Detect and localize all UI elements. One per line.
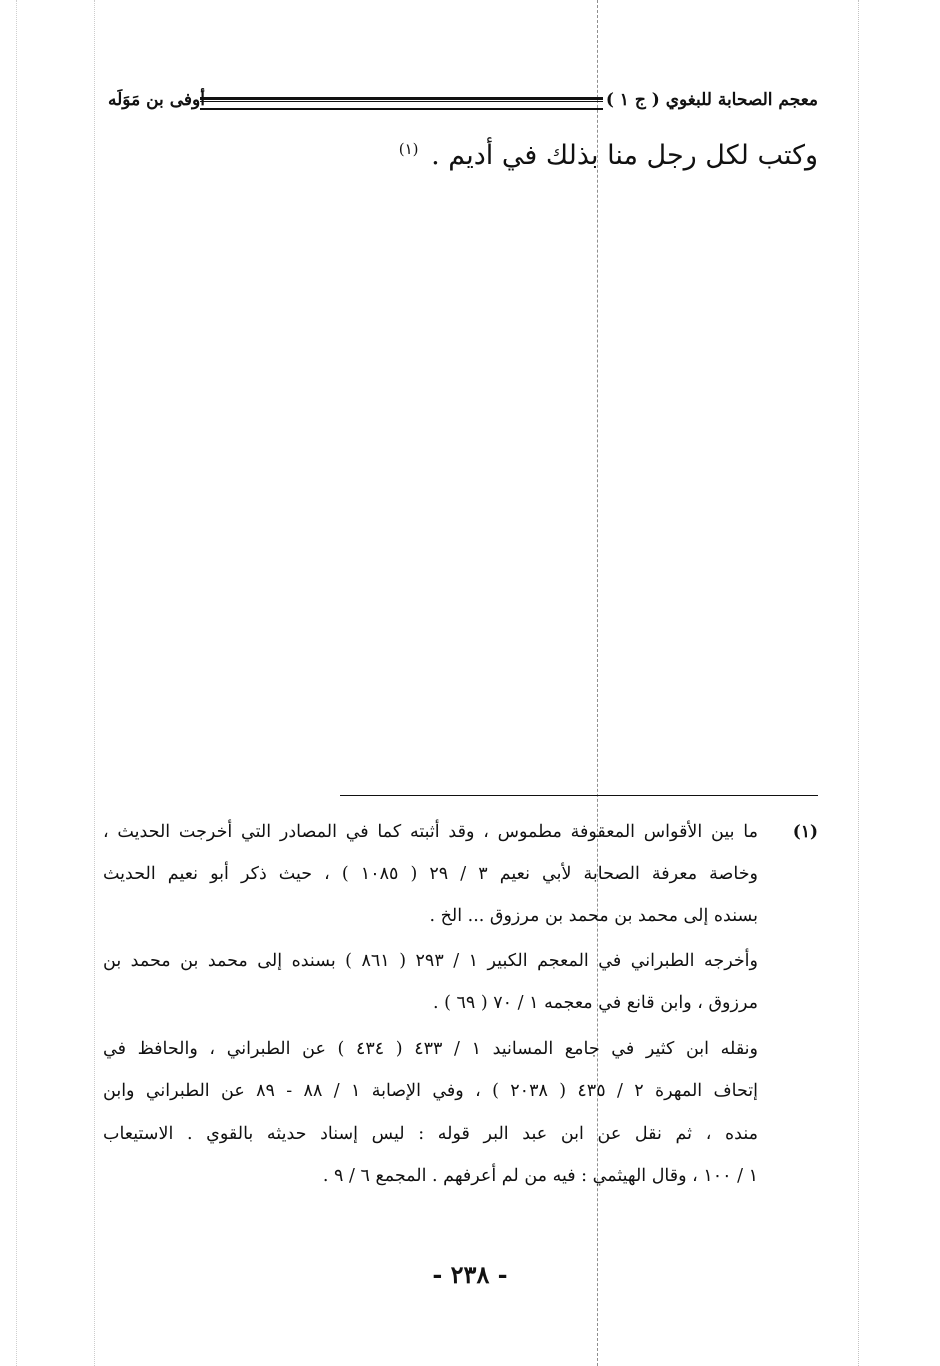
footnote-line: ونقله ابن كثير في جامع المسانيد ١ / ٤٣٣ ( ٤٣٤ ) عن الطبراني ، والحافظ في	[103, 1039, 759, 1059]
scan-dotted-line	[16, 0, 17, 1366]
scan-dotted-line	[858, 0, 859, 1366]
scan-dotted-line	[597, 0, 598, 1366]
body-text-content: وكتب لكل رجل منا بذلك في أديم .	[431, 140, 818, 171]
footnote-line: مرزوق ، وابن قانع في معجمه ١ / ٧٠ ( ٦٩ ) .	[432, 993, 758, 1013]
header-entry-name: أوفى بن مَوَلَه	[108, 90, 205, 110]
footnote-line: إتحاف المهرة ٢ / ٤٣٥ ( ٢٠٣٨ ) ، وفي الإصابة ١ / ٨٨ - ٨٩ عن الطبراني وابن	[103, 1081, 759, 1101]
page-number: - ٢٣٨ -	[432, 1260, 508, 1289]
scan-dotted-line	[94, 0, 95, 1366]
footnote-line: وأخرجه الطبراني في المعجم الكبير ١ / ٢٩٣ ( ٨٦١ ) بسنده إلى محمد بن محمد بن	[103, 951, 758, 971]
header-rule	[200, 97, 603, 110]
footnote-number: (١)	[792, 822, 818, 842]
body-text	[118, 140, 818, 171]
header-book-title: معجم الصحابة للبغوي ( ج ١ )	[605, 90, 818, 110]
footnote-separator	[340, 795, 818, 796]
footnote-line: ما بين الأقواس المعقوفة مطموس ، وقد أثبته كما في المصادر التي أخرجت الحديث ،	[103, 822, 758, 842]
footnote-reference: (١)	[398, 140, 419, 158]
footnote-line: وخاصة معرفة الصحابة لأبي نعيم ٣ / ٢٩ ( ١٠٨٥ ) ، حيث ذكر أبو نعيم الحديث	[103, 864, 759, 884]
footnote-line: منده ، ثم نقل عن ابن عبد البر قوله : ليس إسناد حديثه بالقوي . الاستيعاب	[103, 1124, 758, 1144]
running-header	[108, 86, 818, 120]
footnote-line: ١ / ١٠٠ ، وقال الهيثمي : فيه من لم أعرفهم . المجمع ٦ / ٩ .	[322, 1166, 758, 1186]
footnote-line: بسنده إلى محمد بن محمد بن مرزوق ... الخ .	[429, 906, 758, 926]
